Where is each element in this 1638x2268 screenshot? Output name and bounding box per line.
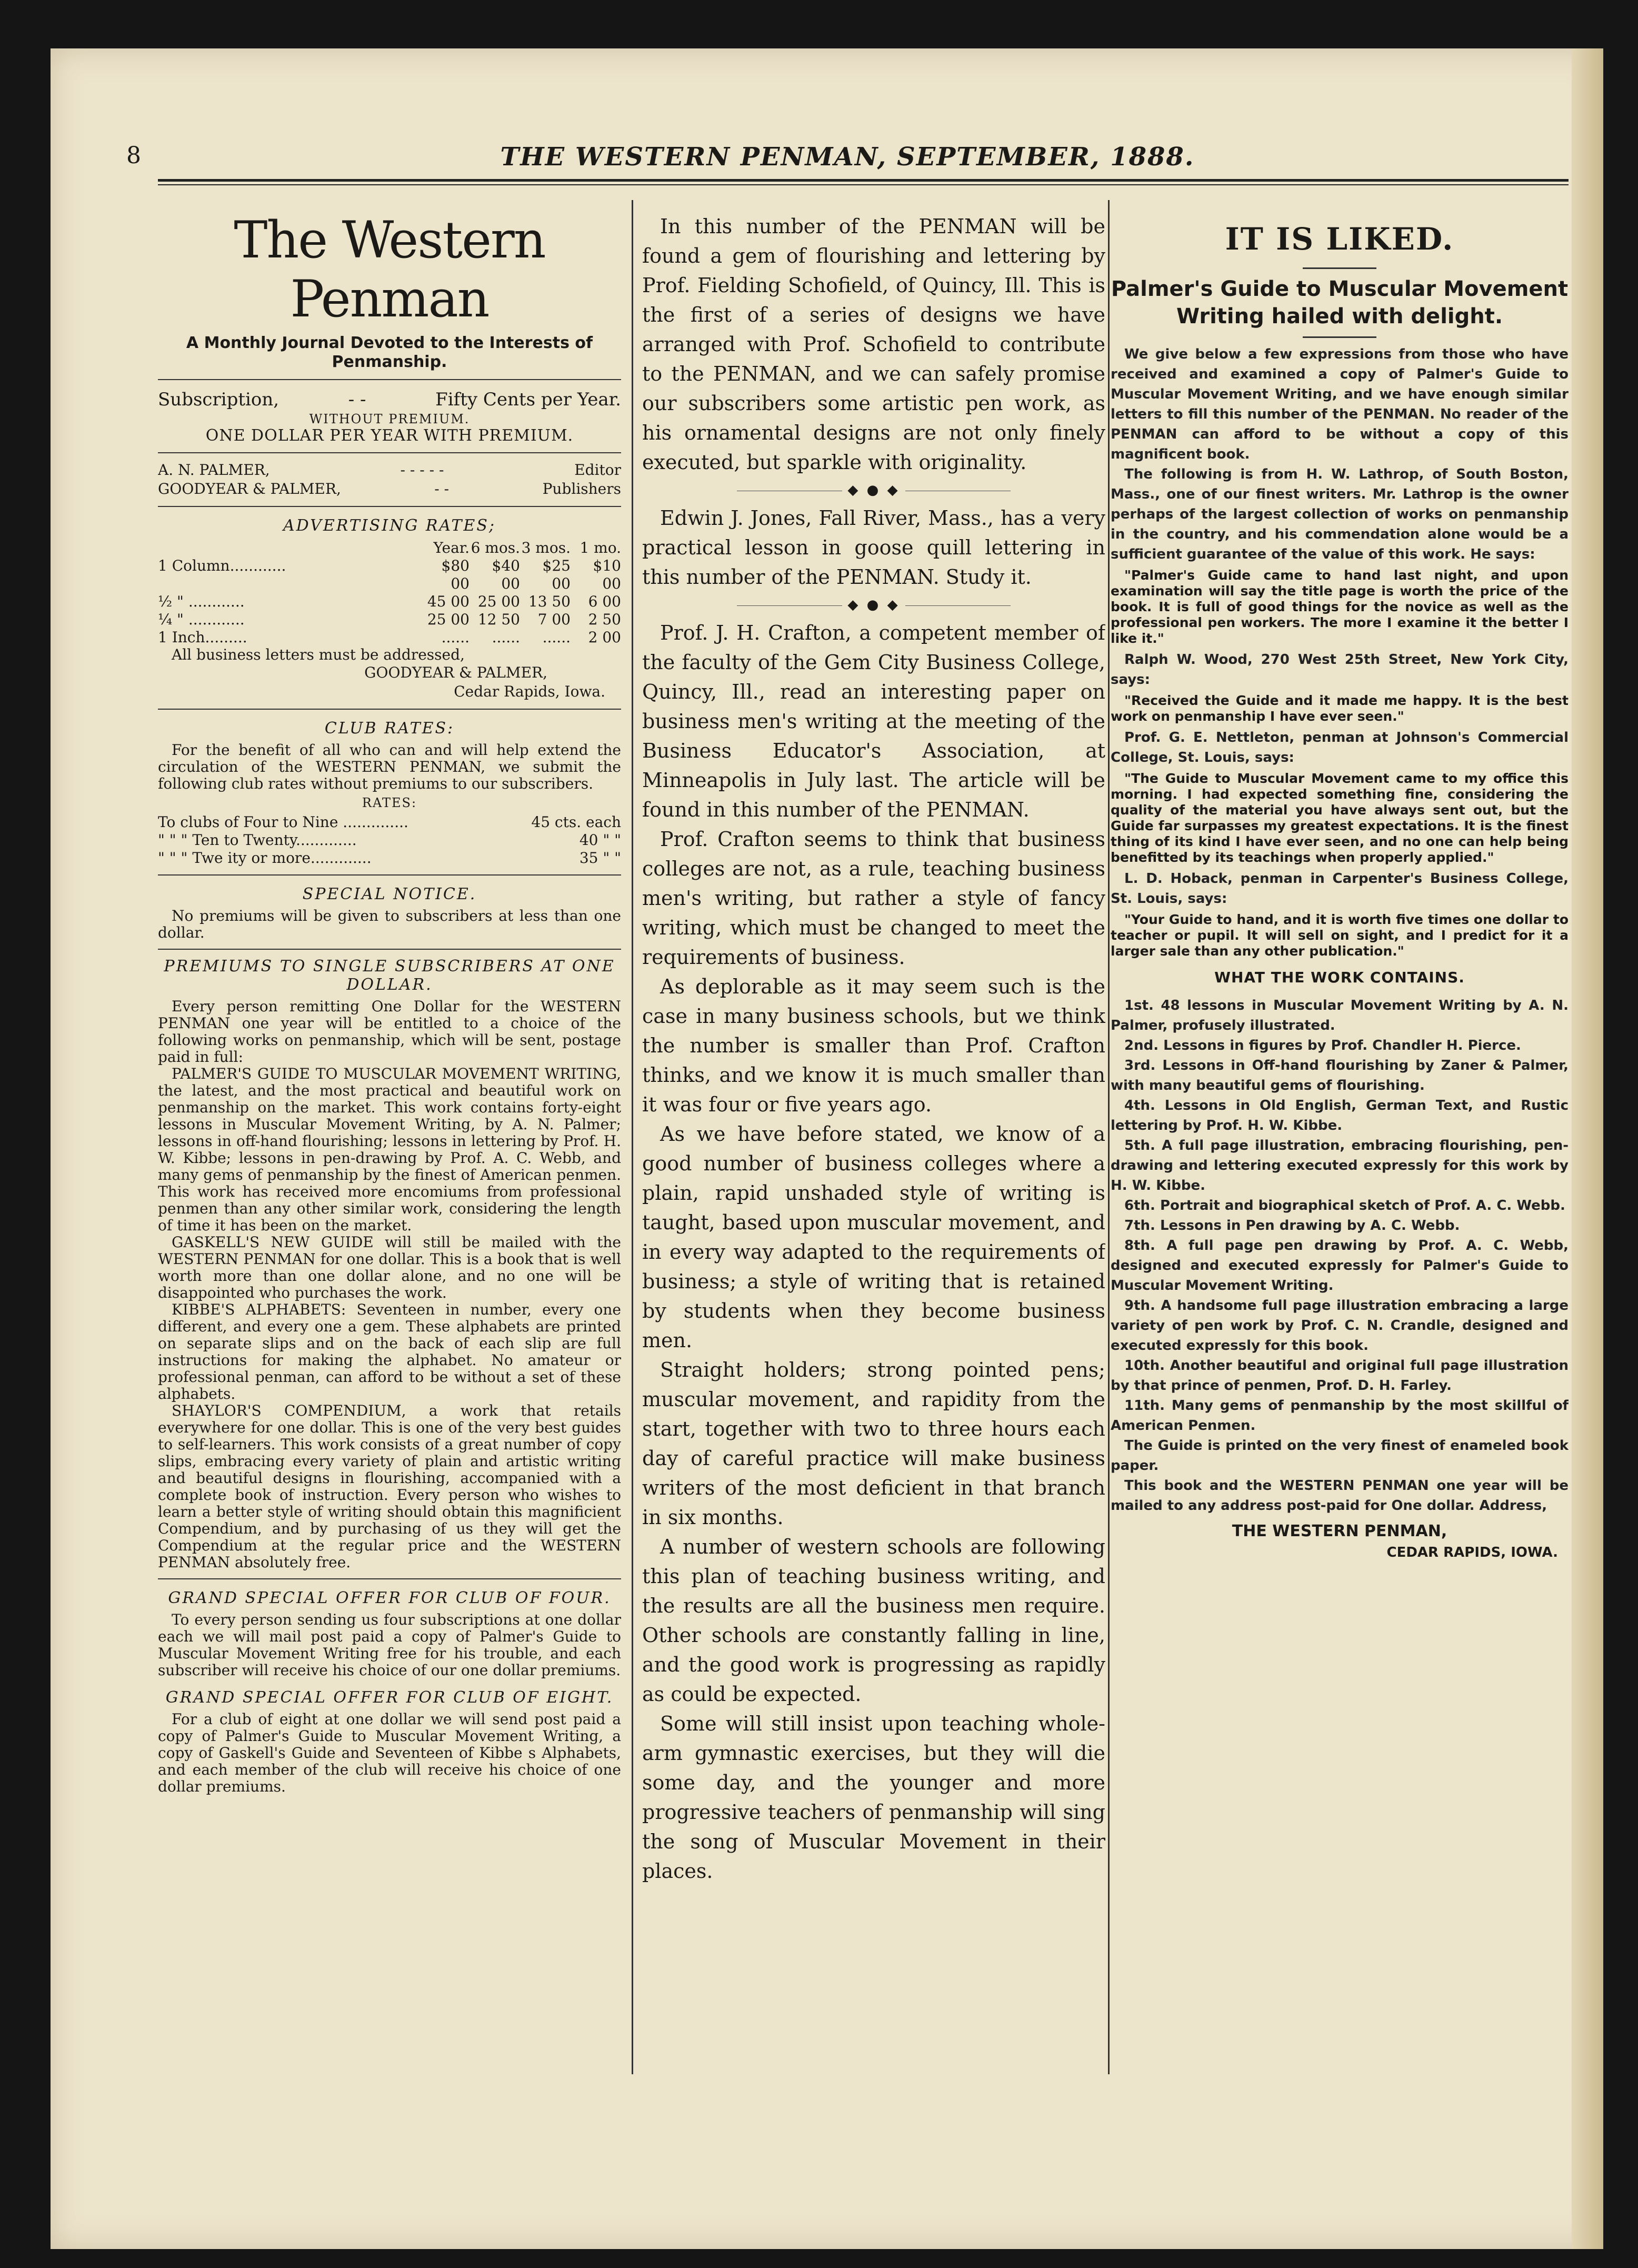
rate-row [158, 557, 621, 593]
column-divider-1 [632, 200, 633, 2074]
column-divider-2 [1108, 200, 1110, 2074]
grand-offer-eight-text: For a club of eight at one dollar we will send post paid a copy of Palmer's Guide to Muscular Movement Writing, a copy of Gaskell's Guide and Seventeen of Kibbe s Alphabets, and each member of the club will receive his choice of one dollar premiums. [158, 1710, 621, 1795]
intro-paragraph: We give below a few expressions from those who have received and examined a copy of Palmer's Guide to Muscular Movement Writing, and we have enough similar letters to fill this number of the PENMAN. No reader of the PENMAN can afford to be without a copy of this magnificent book. [1111, 346, 1569, 462]
divider [158, 709, 621, 710]
rate-value: 6 00 [588, 593, 621, 610]
rate-col-header: 1 mo. [580, 539, 621, 556]
rate-value: $10 00 [593, 557, 621, 592]
ornament-divider: ◆ ● ◆ [642, 482, 1105, 498]
premiums-paragraph: PALMER'S GUIDE TO MUSCULAR MOVEMENT WRITING, the latest, and the most practical and beautiful work on penmanship on the market. This work contains forty-eight lessons in Muscular Movement Writing, by A. N. Palmer; lessons in off-hand flourishing; lessons in lettering by Prof. H. W. Kibbe; lessons in pen-drawing by Prof. A. C. Webb, and many gems of penmanship by the finest of American penmen. This work has received more encomiums from professional penmen than any other similar work, considering the length of time it has been on the market. [158, 1065, 621, 1234]
contents-item: 7th. Lessons in Pen drawing by A. C. Webb. [1124, 1218, 1460, 1234]
subscription-value: Fifty Cents per Year. [435, 389, 621, 410]
lathrop-quote: "Palmer's Guide came to hand last night, and upon examination will say the title page is worth the price of the book. It is full of good things for the novice as well as the professional pen workers. The more I examine it the better I like it." [1111, 568, 1569, 646]
running-title: THE WESTERN PENMAN, SEPTEMBER, 1888. [500, 142, 1195, 172]
article-paragraph: Prof. Crafton seems to think that business colleges are not, as a rule, teaching business men's writing, but rather a style of fancy writing, which must be changed to meet the requirements of business. [642, 828, 1105, 969]
rate-value: ...... [441, 629, 470, 646]
divider [158, 1578, 621, 1579]
contents-item: 11th. Many gems of penmanship by the most skillful of American Penmen. [1111, 1398, 1569, 1434]
running-header [126, 142, 1569, 174]
contents-item: 5th. A full page illustration, embracing flourishing, pen-drawing and lettering executed expressly for this work by H. W. Kibbe. [1111, 1138, 1569, 1193]
club-rates-text: For the benefit of all who can and will help extend the circulation of the WESTERN PENMAN, we submit the following club rates without premiums to our subscribers. [158, 741, 621, 792]
rate-value: $80 00 [441, 557, 470, 592]
rate-col-header: Year. [433, 539, 470, 556]
masthead: The Western Penman [234, 211, 545, 329]
contents-item: 1st. 48 lessons in Muscular Movement Writing by A. N. Palmer, profusely illustrated. [1111, 998, 1569, 1033]
rate-row [158, 611, 621, 629]
publisher-row [158, 480, 621, 499]
contents-item: 4th. Lessons in Old English, German Text, and Rustic lettering by Prof. H. W. Kibbe. [1111, 1098, 1569, 1133]
contents-item: 2nd. Lessons in figures by Prof. Chandler H. Pierce. [1124, 1038, 1521, 1053]
divider [158, 452, 621, 453]
column-1 [158, 200, 621, 2074]
rate-label: 1 Inch......... [158, 629, 247, 646]
publisher-name: GOODYEAR & PALMER, [158, 480, 341, 498]
club-rate-row [158, 849, 621, 867]
divider [158, 874, 621, 876]
page-number: 8 [126, 142, 141, 169]
club-rate-row [158, 813, 621, 831]
rate-value: ...... [542, 629, 571, 646]
wood-quote: "Received the Guide and it made me happy. It is the best work on penmanship I have ever seen." [1111, 693, 1569, 724]
article-paragraph: As deplorable as it may seem such is the case in many business schools, but we think the number is smaller than Prof. Crafton thinks, and we know it is much smaller than it was four or five years ago. [642, 975, 1105, 1116]
rate-value: 12 50 [477, 611, 520, 628]
rate-label: ¼ " ............ [158, 611, 245, 628]
nettleton-intro: Prof. G. E. Nettleton, penman at Johnson's Commercial College, St. Louis, says: [1111, 730, 1569, 765]
divider [158, 949, 621, 950]
article-paragraph: Straight holders; strong pointed pens; muscular movement, and rapidity from the start, together with two to three hours each day of careful practice will make business writers of the most deficient in that branch in six months. [642, 1358, 1105, 1529]
rate-value: $40 00 [492, 557, 520, 592]
club-rate-value: 45 cts. each [531, 813, 621, 831]
wood-intro: Ralph W. Wood, 270 West 25th Street, New York City, says: [1111, 652, 1569, 688]
rate-col-header: 6 mos. [471, 539, 520, 556]
contents-item: The Guide is printed on the very finest of enameled book paper. [1111, 1438, 1569, 1474]
publisher-role: Publishers [542, 480, 621, 498]
page-edge [1572, 48, 1603, 2249]
editor-name: A. N. PALMER, [158, 461, 270, 479]
ornament-divider: ◆ ● ◆ [642, 597, 1105, 613]
header-rule-thick [158, 179, 1569, 182]
rate-col-header: 3 mos. [521, 539, 571, 556]
premiums-paragraph: GASKELL'S NEW GUIDE will still be mailed with the WESTERN PENMAN for one dollar. This is a book that is well worth more than one dollar alone, and no one will be disappointed who purchases the work. [158, 1234, 621, 1301]
without-premium: WITHOUT PREMIUM. [309, 412, 470, 426]
it-is-liked-title: IT IS LIKED. [1225, 221, 1454, 257]
hoback-intro: L. D. Hoback, penman in Carpenter's Business College, St. Louis, says: [1111, 871, 1569, 907]
premiums-paragraph: SHAYLOR'S COMPENDIUM, a work that retails everywhere for one dollar. This is one of the very best guides to self-learners. This work consists of a great number of copy slips, embracing every variety of plain and artistic writing and beautiful designs in flourishing, accompanied with a complete book of instruction. Every person who wishes to learn a better style of writing should obtain this magnificient Compendium, and by purchasing of us they will get the Compendium at the regular price and the WESTERN PENMAN absolutely free. [158, 1402, 621, 1571]
closing-address-name: THE WESTERN PENMAN, [1232, 1522, 1447, 1540]
publisher-dashes: - - [434, 480, 450, 498]
short-rule [1303, 267, 1376, 269]
rate-label: 1 Column............ [158, 557, 286, 574]
column-2 [642, 200, 1105, 2074]
with-premium: ONE DOLLAR PER YEAR WITH PREMIUM. [205, 426, 574, 445]
club-rates-heading: CLUB RATES: [324, 719, 455, 738]
rate-row [158, 629, 621, 646]
rate-value: 7 00 [537, 611, 571, 628]
contents-heading: WHAT THE WORK CONTAINS. [1214, 969, 1465, 986]
header-rule-thin [158, 184, 1569, 185]
divider [158, 379, 621, 380]
rate-value: 2 00 [588, 629, 621, 646]
club-rate-value: 35 " " [579, 849, 621, 867]
contents-item: This book and the WESTERN PENMAN one year will be mailed to any address post-paid for One dollar. Address, [1111, 1478, 1569, 1514]
short-rule [1303, 336, 1376, 338]
advertising-rates-header [158, 539, 621, 557]
contents-item: 6th. Portrait and biographical sketch of Prof. A. C. Webb. [1124, 1198, 1565, 1213]
special-notice-text: No premiums will be given to subscribers at less than one dollar. [158, 907, 621, 941]
editor-row [158, 461, 621, 480]
rate-value: 45 00 [427, 593, 470, 610]
masthead-tagline: A Monthly Journal Devoted to the Interests of Penmanship. [186, 334, 593, 371]
subscription-dashes: - - [348, 389, 366, 410]
rate-value: 25 00 [427, 611, 470, 628]
hoback-quote: "Your Guide to hand, and it is worth five times one dollar to teacher or pupil. It will sell on sight, and I predict for it a larger sale than any other publication." [1111, 912, 1569, 959]
rate-label: ½ " ............ [158, 593, 245, 610]
article-paragraph: A number of western schools are following this plan of teaching business writing, and the results are all the business men require. Other schools are constantly falling in line, and the good work is progressing as rapidly as could be expected. [642, 1535, 1105, 1706]
editor-dashes: - - - - - [400, 461, 444, 479]
article-paragraph: Some will still insist upon teaching whole-arm gymnastic exercises, but they will die some day, and the younger and more progressive teachers of penmanship will sing the song of Muscular Movement in their places. [642, 1712, 1105, 1883]
premiums-heading: PREMIUMS TO SINGLE SUBSCRIBERS AT ONE DOLLAR. [164, 957, 615, 994]
divider [158, 506, 621, 507]
rate-value: 25 00 [477, 593, 520, 610]
contents-item: 3rd. Lessons in Off-hand flourishing by Zaner & Palmer, with many beautiful gems of flourishing. [1111, 1058, 1569, 1093]
club-rate-label: " " " Ten to Twenty............. [158, 831, 357, 849]
rates-label: RATES: [362, 795, 417, 810]
article-paragraph: As we have before stated, we know of a good number of business colleges where a plain, rapid unshaded style of writing is taught, based upon muscular movement, and in every way adapted to the requirements of business; a style of writing that is retained by students when they become business men. [642, 1122, 1105, 1352]
lathrop-intro: The following is from H. W. Lathrop, of South Boston, Mass., one of our finest writers. Mr. Lathrop is the owner perhaps of the largest collection of works on penmanship in the country, and his commendation alone would be a sufficient guarantee of the value of this work. He says: [1111, 466, 1569, 562]
advertising-rates-heading: ADVERTISING RATES; [283, 516, 496, 535]
grand-offer-four-heading: GRAND SPECIAL OFFER FOR CLUB OF FOUR. [168, 1589, 611, 1607]
contents-item: 9th. A handsome full page illustration embracing a large variety of pen work by Prof. C. N. Crandle, designed and executed expressly for this book. [1111, 1298, 1569, 1354]
advertising-address-city: Cedar Rapids, Iowa. [454, 683, 605, 700]
special-notice-heading: SPECIAL NOTICE. [302, 885, 477, 903]
advertising-note: All business letters must be addressed, [172, 646, 465, 663]
club-rate-row [158, 831, 621, 849]
club-rate-label: " " " Twe ity or more............. [158, 849, 372, 867]
premiums-paragraph: KIBBE'S ALPHABETS: Seventeen in number, every one different, and every one a gem. These alphabets are printed on separate slips and on the back of each slip are full instructions for making the alphabet. No amateur or professional penman, can afford to be without a set of these alphabets. [158, 1301, 621, 1402]
premiums-paragraph: Every person remitting One Dollar for the WESTERN PENMAN one year will be entitled to a choice of the following works on penmanship, which will be sent, postage paid in full: [158, 998, 621, 1066]
article-paragraph: In this number of the PENMAN will be found a gem of flourishing and lettering by Prof. Fielding Schofield, of Quincy, Ill. This is the first of a series of designs we have arranged with Prof. Schofield to contribute to the PENMAN, and we can safely promise our subscribers some artistic pen work, as his ornamental designs are not only finely executed, but sparkle with originality. [642, 215, 1105, 474]
guide-subtitle: Palmer's Guide to Muscular Movement Writing hailed with delight. [1111, 277, 1569, 329]
editor-role: Editor [574, 461, 621, 479]
subscription-label: Subscription, [158, 389, 279, 410]
closing-address-city: CEDAR RAPIDS, IOWA. [1386, 1545, 1558, 1560]
club-rate-label: To clubs of Four to Nine .............. [158, 813, 408, 831]
grand-offer-eight-heading: GRAND SPECIAL OFFER FOR CLUB OF EIGHT. [165, 1688, 614, 1707]
advertising-address-name: GOODYEAR & PALMER, [364, 664, 547, 681]
article-paragraph: Edwin J. Jones, Fall River, Mass., has a very practical lesson in goose quill lettering in this number of the PENMAN. Study it. [642, 506, 1105, 589]
subscription-row [158, 387, 621, 412]
nettleton-quote: "The Guide to Muscular Movement came to my office this morning. I had expected something fine, considering the quality of the material you have always sent out, but the Guide far surpasses my greatest expectations. It is the finest thing of its kind I have ever seen, and no one can help being benefitted by its teachings when properly applied." [1111, 771, 1569, 865]
article-paragraph: Prof. J. H. Crafton, a competent member of the faculty of the Gem City Business College, Quincy, Ill., read an interesting paper on business men's writing at the meeting of the Business Educator's Association, at Minneapolis in July last. The article will be found in this number of the PENMAN. [642, 621, 1105, 821]
rate-value: 2 50 [588, 611, 621, 628]
grand-offer-four-text: To every person sending us four subscriptions at one dollar each we will mail post paid a copy of Palmer's Guide to Muscular Movement Writing free for his trouble, and each subscriber will receive his choice of our one dollar premiums. [158, 1611, 621, 1679]
contents-item: 10th. Another beautiful and original full page illustration by that prince of penmen, Prof. D. H. Farley. [1111, 1358, 1569, 1394]
club-rate-value: 40 " " [579, 831, 621, 849]
club-rates-list [158, 813, 621, 867]
rates-header-spacer [158, 539, 419, 557]
rate-value: 13 50 [528, 593, 571, 610]
rate-value: $25 00 [542, 557, 571, 592]
column-3 [1111, 200, 1569, 2074]
rate-row [158, 593, 621, 611]
rate-value: ...... [492, 629, 520, 646]
contents-item: 8th. A full page pen drawing by Prof. A. C. Webb, designed and executed expressly for Palmer's Guide to Muscular Movement Writing. [1111, 1238, 1569, 1294]
